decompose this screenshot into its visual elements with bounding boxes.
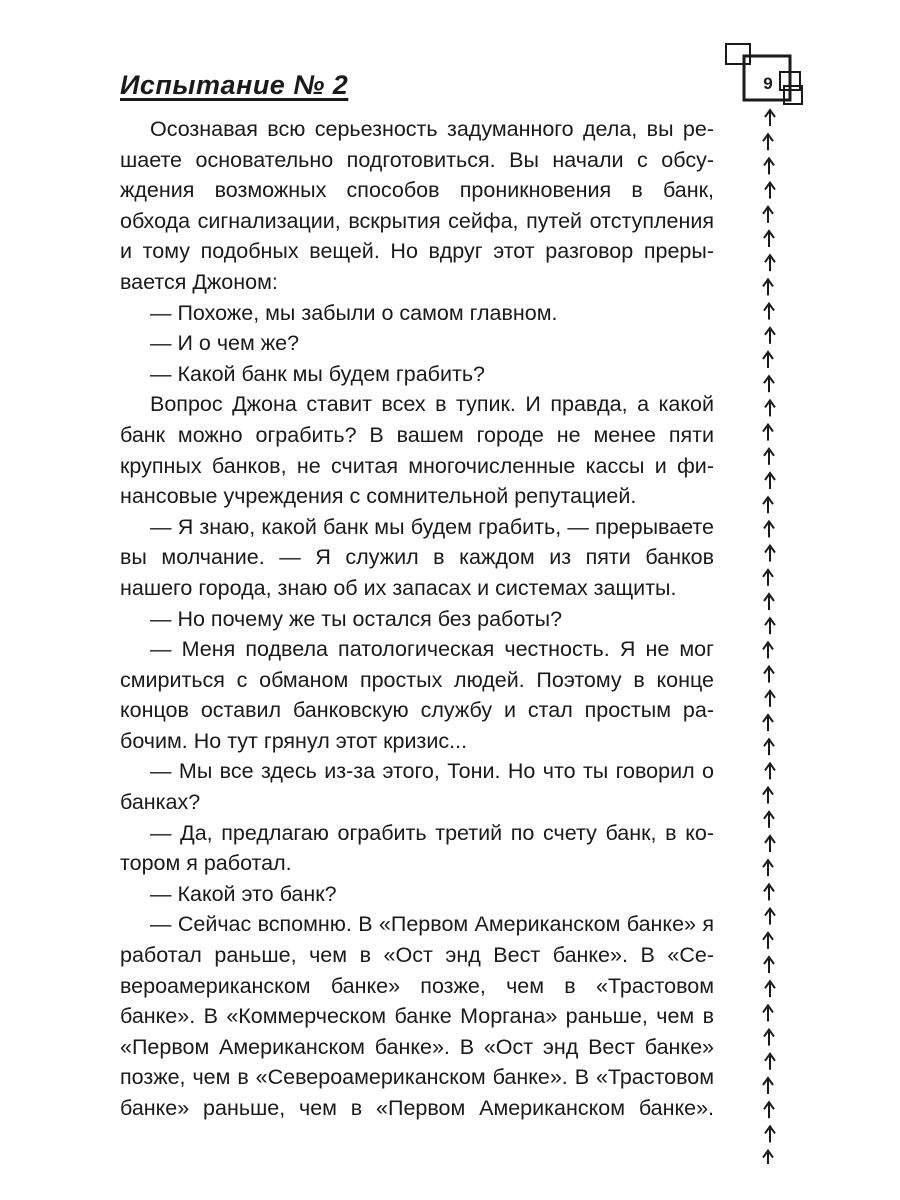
up-arrow-icon — [765, 1054, 775, 1070]
up-arrow-icon — [765, 618, 775, 634]
up-arrow-icon — [763, 1078, 773, 1094]
up-arrow-icon — [764, 376, 774, 392]
up-arrow-icon — [763, 497, 773, 513]
up-arrow-icon — [764, 1102, 774, 1118]
up-arrow-icon — [765, 836, 775, 852]
page-title: Испытание № 2 — [120, 70, 349, 100]
up-arrow-icon — [763, 1151, 773, 1164]
paragraph: — Меня подвела патологическая честность. Я не мог смириться с обманом простых людей. Поэтому в конце концов оставил банковскую службу и стал простым рабочим. Но тут грянул этот кризис... — [120, 637, 714, 753]
paragraph: — Сейчас вспомню. В «Первом Американском банке» я работал раньше, чем в «Ост энд Вест банке». В «Североамериканском банке» позже, чем в «Трастовом банке». В «Коммерческом банке Моргана» раньше, чем в «Первом Американском банке». В «Ост энд Вест банке» позже, чем в «Североамериканском банке». В «Трастовом банке» раньше, чем в «Первом Американском банке». — [120, 912, 714, 1120]
up-arrow-icon — [765, 1126, 775, 1142]
margin-arrow-column — [757, 104, 781, 1164]
up-arrow-icon — [765, 255, 775, 271]
up-arrow-icon — [764, 739, 774, 755]
up-arrow-icon — [763, 207, 773, 223]
up-arrow-icon — [763, 134, 773, 150]
up-arrow-icon — [765, 328, 775, 344]
paragraph: — Какой банк мы будем грабить? — [150, 361, 486, 386]
paragraph: Вопрос Джона ставит всех в тупик. И правда, а какой банк можно ограбить? В вашем городе не менее пяти крупных банков, не считая многочисленные кассы и финансовые учреждения с сомнительной репутацией. — [120, 392, 714, 509]
up-arrow-icon — [764, 667, 774, 683]
up-arrow-icon — [765, 473, 775, 489]
page-number: 9 — [763, 74, 773, 93]
paragraph: — Но почему же ты остался без работы? — [150, 606, 563, 631]
up-arrow-icon — [763, 570, 773, 586]
up-arrow-icon — [763, 933, 773, 949]
up-arrow-icon — [765, 909, 775, 925]
up-arrow-icon — [764, 812, 774, 828]
up-arrow-icon — [764, 594, 774, 610]
up-arrow-icon — [763, 279, 773, 295]
up-arrow-icon — [764, 158, 774, 174]
up-arrow-icon — [763, 1005, 773, 1021]
up-arrow-icon — [765, 183, 775, 199]
up-arrow-icon — [763, 860, 773, 876]
body-text — [120, 114, 714, 1124]
up-arrow-icon — [765, 981, 775, 997]
up-arrow-icon — [763, 425, 773, 441]
up-arrow-icon — [765, 400, 775, 416]
up-arrow-icon — [765, 546, 775, 562]
paragraph: — Похоже, мы забыли о самом главном. — [150, 300, 558, 325]
up-arrow-icon — [764, 231, 774, 247]
up-arrow-icon — [764, 957, 774, 973]
paragraph: — Мы все здесь из-за этого, Тони. Но что ты говорил о банках? — [120, 759, 714, 815]
up-arrow-icon — [763, 715, 773, 731]
paragraph: — Я знаю, какой банк мы будем грабить, — прерываете вы молчание. — Я служил в каждом из пяти банков нашего города, знаю об их запасах и системах защиты. — [120, 514, 714, 600]
up-arrow-icon — [764, 884, 774, 900]
paragraph: — Какой это банк? — [150, 881, 337, 906]
up-arrow-icon — [764, 521, 774, 537]
up-arrow-icon — [763, 788, 773, 804]
up-arrow-icon — [765, 763, 775, 779]
paragraph: Осознавая всю серьезность задуманного дела, вы решаете основательно подготовиться. Вы начали с обсуждения возможных способов проникновения в банк, обхода сигнализации, вскрытия сейфа, путей отступления и тому подобных вещей. Но вдруг этот разговор прерывается Джоном: — [120, 117, 714, 294]
up-arrow-icon — [765, 691, 775, 707]
page-number-badge — [724, 42, 804, 108]
up-arrow-icon — [764, 449, 774, 465]
up-arrow-icon — [764, 1030, 774, 1046]
paragraph: — И о чем же? — [150, 331, 300, 356]
paragraph: — Да, предлагаю ограбить третий по счету банк, в котором я работал. — [120, 820, 714, 876]
up-arrow-icon — [764, 304, 774, 320]
up-arrow-icon — [763, 352, 773, 368]
up-arrow-icon — [765, 110, 775, 126]
up-arrow-icon — [763, 642, 773, 658]
